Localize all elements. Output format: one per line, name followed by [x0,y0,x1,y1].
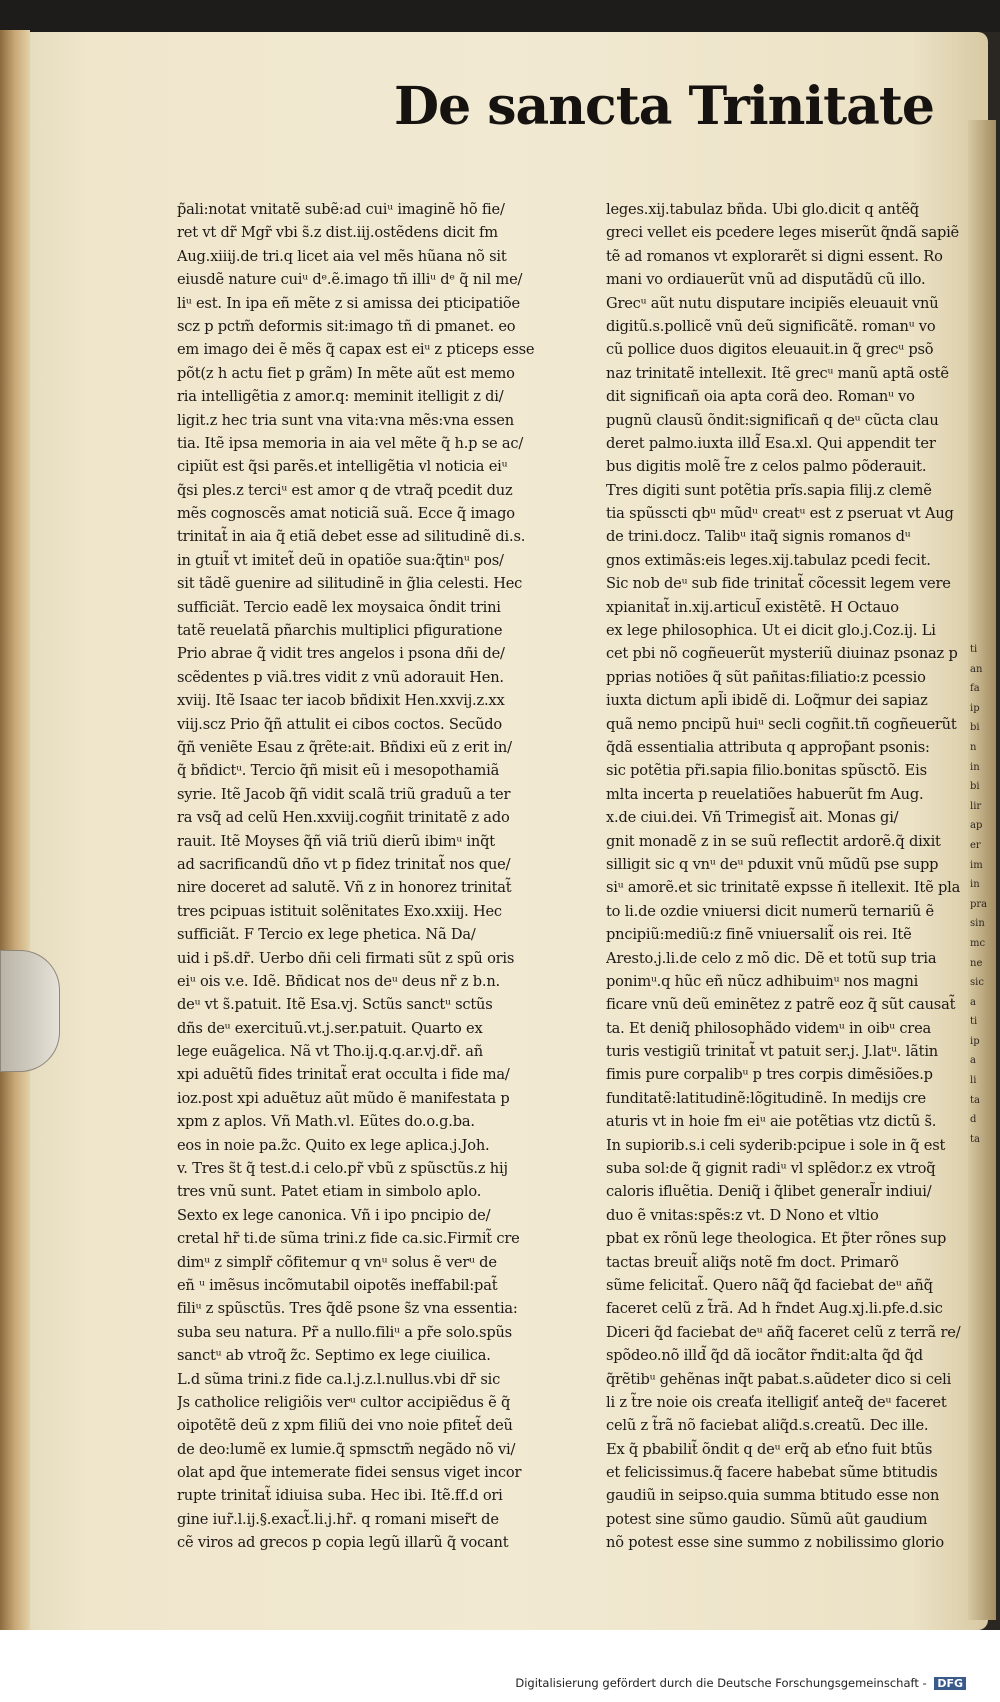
text-line: gaudiũ in seipso.quia summa btitudo esse non [606,1487,940,1505]
text-line: cipiũt est q̃si parẽs.et intelligẽtia vl noticia eiᵘ [177,458,508,476]
text-line: gine iur̃.l.ij.§.exact̃.li.j.hr̃. q romani miser̃t de [177,1510,499,1528]
funding-credit [515,1676,966,1690]
text-line: Ex q̃ pbabilit̃ õndit q deᵘ erq̃ ab eťno fuit btũs [606,1440,933,1458]
text-line: q̃rẽtibᵘ gehẽnas inq̃t pabat.s.aũdeter dico si celi [606,1370,952,1388]
text-line: q̃ bñdictᵘ. Tercio q̃ñ misit eũ i mesopothamiã [177,762,500,780]
text-fragment: lir [970,800,982,812]
text-fragment: ti [970,1016,978,1028]
text-line: spõdeo.nõ illd̃ q̃d dã iocãtor r̃ndit:alta q̃d q̃d [606,1347,923,1365]
text-line: Prio abrae q̃ vidit tres angelos i psona dñi de/ [177,645,505,663]
text-line: Grecᵘ aũt nutu disputare incipiẽs eleuauit vnũ [606,294,939,312]
text-line: cretal hr̃ ti.de sũma trini.z fide ca.sic.Firmit̃ cre [177,1230,520,1248]
text-line: to li.de ozdie vniuersi dicit numerũ ternariũ ẽ [606,902,934,920]
text-fragment: mc [970,937,986,949]
text-line: suba sol:de q̃ gignit radiᵘ vl splẽdor.z ex vtroq̃ [606,1160,936,1178]
dfg-logo: DFG [934,1677,966,1690]
text-line: ria intelligẽtia z amor.q: meminit itelligit z di/ [177,388,504,406]
text-line: deret palmo.iuxta illd̃ Esa.xl. Qui appendit ter [606,434,936,452]
text-line: q̃dã essentialia attributa q approp̃ant psonis: [606,738,930,756]
text-line: faceret celũ z t̃rã. Ad h r̃ndet Aug.xj.li.pfe.d.sic [606,1300,943,1318]
right-text-column [606,198,988,1555]
text-line: xpi aduẽtũ fides trinitat̃ erat occulta i fide ma/ [177,1066,510,1084]
text-line: viij.scz Prio q̃ñ attulit ei cibos coctos. Secũdo [177,715,502,733]
text-line: scẽdentes p viã.tres vidit z vnũ adorauit Hen. [177,668,504,686]
text-fragment: pra [970,898,988,910]
text-fragment: li [970,1075,977,1087]
next-page-text-fragments [970,640,996,1160]
text-line: cũ pollice duos digitos eleuauit.in q̃ grecᵘ psõ [606,341,934,359]
text-line: Sic nob deᵘ sub fide trinitat̃ cõcessit legem vere [606,575,951,593]
text-fragment: d [970,1114,977,1126]
text-line: xviij. Itẽ Isaac ter iacob bñdixit Hen.xxvij.z.xx [177,692,505,710]
text-fragment: in [970,879,980,891]
text-line: tia. Itẽ ipsa memoria in aia vel mẽte q̃ h.p se ac/ [177,434,524,452]
text-line: Aresto.j.li.de celo z mõ dic. Dẽ et totũ sup tria [606,949,937,967]
text-line: sũme felicitat̃. Quero nãq̃ q̃d faciebat deᵘ añq̃ [606,1276,933,1294]
text-fragment: ip [970,702,980,714]
text-fragment: an [970,663,983,675]
text-line: ponimᵘ.q hũc eñ nũcz adhibuimᵘ nos magni [606,972,919,990]
text-line: eiᵘ ois v.e. Idẽ. Bñdicat nos deᵘ deus nr̃ z b.n. [177,972,500,990]
text-line: nire doceret ad salutẽ. Vñ z in honorez trinitat̃ [177,879,512,897]
text-fragment: sic [970,977,984,989]
text-line: celũ z t̃rã nõ faciebat aliq̃d.s.creatũ. Dec ille. [606,1417,929,1435]
text-line: põt(z h actu fiet p grãm) In mẽte aũt est memo [177,364,515,382]
text-line: sanctᵘ ab vtroq̃ z̃c. Septimo ex lege ciuilica. [177,1347,491,1365]
text-line: silligit sic q vnᵘ deᵘ pduxit vnũ mũdũ pse supp [606,855,939,873]
text-line: Aug.xiiij.de tri.q licet aia vel mẽs hũana nõ sit [177,247,507,265]
text-fragment: ip [970,1035,980,1047]
text-line: q̃si ples.z terciᵘ est amor q de vtraq̃ pcedit duz [177,481,513,499]
page-heading: De sancta Trinitate [394,76,934,137]
text-line: pprias notiões q̃ sũt pañitas:filiatio:z pcessio [606,668,926,686]
text-line: greci vellet eis pcedere leges miserũt q̃ndã sapiẽ [606,224,959,242]
text-line: gnos extimãs:eis leges.xij.tabulaz pcedi fecit. [606,551,931,569]
text-line: suba seu natura. Pr̃ a nullo.filiᵘ a pr̃e solo.spũs [177,1323,512,1341]
text-fragment: er [970,839,981,851]
text-line: sufficiãt. F Tercio ex lege phetica. Nã Da/ [177,926,476,944]
text-line: uid i ps̃.dr̃. Uerbo dñi celi firmati sũt z spũ oris [177,949,515,967]
text-line: tactas breuit̃ aliq̃s notẽ fm doct. Primarõ [606,1253,899,1271]
text-line: deᵘ vt s̃.patuit. Itẽ Esa.vj. Sctũs sanctᵘ sctũs [177,996,493,1014]
page-clip [0,950,60,1072]
text-line: eos in noie pa.z̃c. Quito ex lege aplica.j.Joh. [177,1136,490,1154]
text-line: filiᵘ z spũsctũs. Tres q̃dẽ psone s̃z vna essentia: [177,1300,518,1318]
text-fragment: a [970,1055,976,1067]
left-text-column [177,198,599,1555]
text-line: oipotẽtẽ deũ z xpm filiũ dei vno noie pfitet̃ deũ [177,1417,513,1435]
text-line: nõ potest esse sine summo z nobilissimo glorio [606,1534,944,1552]
text-line: Tres digiti sunt potẽtia prĩs.sapia filij.z clemẽ [606,481,932,499]
text-line: ret vt dr̃ Mgr̃ vbi s̃.z dist.iij.ostẽdens dicit fm [177,224,498,242]
text-line: tia spũsscti qbᵘ mũdᵘ creatᵘ est z pseruat vt Aug [606,505,954,523]
text-line: potest sine sũmo gaudio. Sũmũ aũt gaudium [606,1510,928,1528]
text-line: funditatẽ:latitudinẽ:lõgitudinẽ. In medijs cre [606,1089,926,1107]
text-line: siᵘ amorẽ.et sic trinitatẽ expsse ñ itellexit. Itẽ pla [606,879,961,897]
text-line: mẽs cognoscẽs amat noticiã suã. Ecce q̃ imago [177,505,515,523]
text-line: bus digitis molẽ t̃re z celos palmo põderauit. [606,458,927,476]
text-line: tẽ ad romanos vt explorarẽt si digni essent. Ro [606,247,943,265]
text-line: sit tãdẽ guenire ad silitudinẽ in g̃lia celesti. Hec [177,575,523,593]
text-line: ficare vnũ deũ eminẽtez z patrẽ eoz q̃ sũt causat̃ [606,996,956,1014]
text-line: caloris ifluẽtia. Deniq̃ i q̃libet general̃r indiui/ [606,1183,932,1201]
text-line: em imago dei ẽ mẽs q̃ capax est eiᵘ z pticeps esse [177,341,535,359]
text-line: ligit.z hec tria sunt vna vita:vna mẽs:vna essen [177,411,514,429]
text-fragment: ta [970,1094,980,1106]
text-fragment: bi [970,781,980,793]
text-line: x.de ciui.dei. Vñ Trimegist̃ ait. Monas gi/ [606,809,899,827]
text-line: naz trinitatẽ intellexit. Itẽ grecᵘ manũ aptã ostẽ [606,364,949,382]
text-line: et felicissimus.q̃ facere habebat sũme btitudis [606,1464,938,1482]
text-line: dimᵘ z simplr̃ cõfitemur q vnᵘ solus ẽ verᵘ de [177,1253,497,1271]
text-line: xpianitat̃ in.xij.articul̃ existẽtẽ. H Octauo [606,598,899,616]
text-line: sufficiãt. Tercio eadẽ lex moysaica õndit trini [177,598,501,616]
text-line: de trini.docz. Talibᵘ itaq̃ signis romanos dᵘ [606,528,911,546]
text-line: aturis vt in hoie fm eiᵘ aie potẽtias vtz dictũ s̃. [606,1113,937,1131]
text-line: rupte trinitat̃ idiuisa suba. Hec ibi. Itẽ.ff.d ori [177,1487,503,1505]
text-fragment: ti [970,644,978,655]
text-line: q̃ñ veniẽte Esau z q̃rẽte:ait. Bñdixi eũ z erit in/ [177,738,512,756]
text-line: leges.xij.tabulaz bñda. Ubi glo.dicit q antẽq̃ [606,201,919,218]
text-line: trinitat̃ in aia q̃ etiã debet esse ad silitudinẽ di.s. [177,528,526,546]
text-line: eiusdẽ nature cuiᵘ dᵉ.ẽ.imago tñ illiᵘ dᵉ q̃ nil me/ [177,271,523,289]
text-line: in gtuit̃ vt imitet̃ deũ in opatiõe sua:q̃tinᵘ pos/ [177,551,504,569]
text-fragment: a [970,996,976,1008]
text-line: eñ ᵘ imẽsus incõmutabil oipotẽs ineffabil:pat̃ [177,1276,498,1294]
text-fragment: n [970,741,977,753]
text-line: turis vestigiũ trinitat̃ vt patuit ser.j. J.latᵘ. lãtin [606,1043,938,1061]
text-line: ad sacrificandũ dño vt p fidez trinitat̃ nos que/ [177,855,511,873]
book-spine-edge [0,30,30,1630]
text-line: tatẽ reuelatã pñarchis multiplici pfiguratione [177,622,503,640]
text-line: xpm z aplos. Vñ Math.vl. Eũtes do.o.g.ba. [177,1113,475,1131]
text-line: scz p pctm̃ deformis sit:imago tñ di pmanet. eo [177,317,516,335]
text-line: ioz.post xpi aduẽtuz aũt mũdo ẽ manifestata p [177,1089,510,1107]
book-page [30,32,988,1630]
text-line: ta. Et deniq̃ philosophãdo videmᵘ in oibᵘ crea [606,1019,932,1037]
text-line: duo ẽ vnitas:spẽs:z vt. D Nono et vltio [606,1206,879,1224]
funding-credit-text: Digitalisierung gefördert durch die Deutsche Forschungsgemeinschaft - [515,1676,927,1690]
text-line: L.d sũma trini.z fide ca.l.j.z.l.nullus.vbi dr̃ sic [177,1370,501,1388]
scan-footer [0,1630,1000,1702]
text-fragment: fa [970,683,980,695]
text-line: li z t̃re noie ois creaťa itelligiť anteq̃ deᵘ faceret [606,1393,947,1411]
text-line: tres pcipuas istituit solẽnitates Exo.xxiij. Hec [177,902,502,920]
text-line: fimis pure corpalibᵘ p tres corpis dimẽsiões.p [606,1066,933,1084]
text-line: tres vnũ sunt. Patet etiam in simbolo aplo. [177,1183,482,1201]
text-line: ex lege philosophica. Ut ei dicit glo.j.Coz.ij. Li [606,622,936,640]
text-line: In supiorib.s.i celi syderib:pcipue i sole in q̃ est [606,1136,946,1154]
text-line: rauit. Itẽ Moyses q̃ñ viã triũ dierũ ibimᵘ inq̃t [177,832,495,850]
text-line: liᵘ est. In ipa eñ mẽte z si amissa dei pticipatiõe [177,294,520,312]
text-line: lege euãgelica. Nã vt Tho.ij.q.q.ar.vj.dr̃. añ [177,1043,483,1061]
text-line: dit significañ oia apta corã deo. Romanᵘ vo [606,388,915,406]
scan-top-border [0,0,1000,32]
text-line: de deo:lumẽ ex lumie.q̃ spmsctm̃ negãdo nõ vi/ [177,1440,516,1458]
text-line: pncipiũ:mediũ:z finẽ vniuersalit̃ ois rei. Itẽ [606,926,912,944]
text-line: v. Tres s̃t q̃ test.d.i celo.pr̃ vbũ z spũsctũs.z hij [177,1160,508,1178]
text-line: syrie. Itẽ Jacob q̃ñ vidit scalã triũ graduũ a ter [177,785,511,803]
text-fragment: sin [970,918,985,930]
text-fragment: in [970,761,980,773]
text-fragment: ta [970,1133,980,1145]
text-line: mani vo ordiauerũt vnũ ad disputãdũ cũ illo. [606,271,926,289]
text-line: gnit monadẽ z in se suũ reflectit ardorẽ.q̃ dixit [606,832,941,850]
text-line: pbat ex rõnũ lege theologica. Et p̃ter rõnes sup [606,1230,947,1248]
text-fragment: bi [970,722,980,734]
text-line: iuxta dictum apl̃i ibidẽ di. Loq̃mur dei sapiaz [606,692,928,710]
text-line: sic potẽtia pr̃i.sapia filio.bonitas spũsctõ. Eis [606,762,927,780]
text-line: Sexto ex lege canonica. Vñ i ipo pncipio de/ [177,1206,491,1224]
text-line: olat apd q̃ue intemerate fidei sensus viget incor [177,1464,522,1482]
text-line: p̃ali:notat vnitatẽ subẽ:ad cuiᵘ imaginẽ hõ fie/ [177,201,505,218]
text-line: pugnũ clausũ õndit:significañ q deᵘ cũcta clau [606,411,939,429]
text-line: dñs deᵘ exercituũ.vt.j.ser.patuit. Quarto ex [177,1019,483,1037]
text-line: ra vsq̃ ad celũ Hen.xxviij.cogñit trinitatẽ z ado [177,809,510,827]
text-line: cẽ viros ad grecos p copia legũ illarũ q̃ vocant [177,1534,509,1552]
text-line: Js catholice religiõis verᵘ cultor accipiẽdus ẽ q̃ [177,1393,511,1411]
text-line: Diceri q̃d faciebat deᵘ añq̃ faceret celũ z terrã re/ [606,1323,961,1341]
text-line: cet pbi nõ cogñeuerũt mysteriũ diuinaz psonaz p [606,645,958,663]
text-line: digitũ.s.pollicẽ vnũ deũ significãtẽ. romanᵘ vo [606,317,936,335]
text-line: mlta incerta p reuelatiões habuerũt fm Aug. [606,785,924,803]
text-fragment: im [970,859,983,871]
text-fragment: ap [970,820,983,832]
text-fragment: ne [970,957,983,969]
text-line: quã nemo pncipũ huiᵘ secli cogñit.tñ cogñeuerũt [606,715,957,733]
